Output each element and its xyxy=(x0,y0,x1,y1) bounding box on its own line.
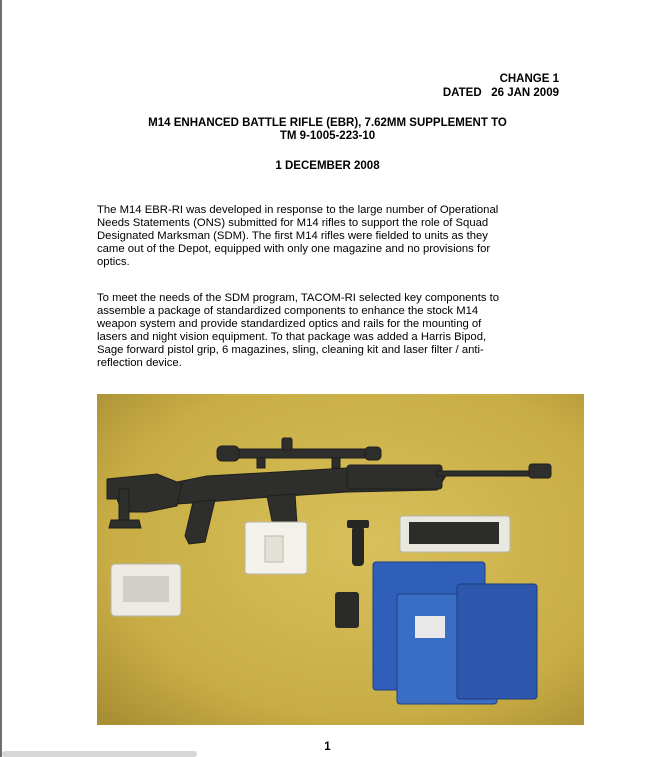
title-line-1: M14 ENHANCED BATTLE RIFLE (EBR), 7.62MM SUPPLEMENT TO xyxy=(148,117,507,129)
paragraph-1 xyxy=(97,204,567,269)
paragraph-2-line: Sage forward pistol grip, 6 magazines, sling, cleaning kit and laser filter / anti- xyxy=(97,344,484,356)
paragraph-1-line: Designated Marksman (SDM). The first M14 rifles were fielded to units as they xyxy=(97,230,488,242)
sling-bag xyxy=(111,564,181,616)
page-left-edge xyxy=(0,0,2,757)
cleaning-kit xyxy=(400,516,510,552)
change-number: CHANGE 1 xyxy=(499,73,559,85)
title-line-2: TM 9-1005-223-10 xyxy=(279,130,376,142)
paragraph-1-line: came out of the Depot, equipped with only one magazine and no provisions for xyxy=(97,243,491,255)
paragraph-2 xyxy=(97,292,567,370)
publication-date: 1 DECEMBER 2008 xyxy=(275,160,380,172)
paragraph-2-line: To meet the needs of the SDM program, TACOM-RI selected key components to xyxy=(97,292,500,304)
bag-small xyxy=(245,522,307,574)
horizontal-scrollbar[interactable] xyxy=(2,751,197,757)
change-date: DATED 26 JAN 2009 xyxy=(442,87,559,99)
paragraph-1-line: optics. xyxy=(97,256,130,268)
paragraph-1-line: The M14 EBR-RI was developed in response to the large number of Operational xyxy=(97,204,499,216)
paragraph-1-line: Needs Statements (ONS) submitted for M14 rifles to support the role of Squad xyxy=(97,217,489,229)
paragraph-2-line: assemble a package of standardized components to enhance the stock M14 xyxy=(97,305,479,317)
paragraph-2-line: lasers and night vision equipment. To that package was added a Harris Bipod, xyxy=(97,331,487,343)
change-notice xyxy=(443,72,559,100)
grip-part xyxy=(335,592,359,628)
page-number: 1 xyxy=(324,741,331,753)
paragraph-2-line: weapon system and provide standardized optics and rails for the mounting of xyxy=(97,318,482,330)
rifle-kit-photo xyxy=(97,394,584,725)
paragraph-2-line: reflection device. xyxy=(97,357,182,369)
document-title xyxy=(0,117,655,143)
